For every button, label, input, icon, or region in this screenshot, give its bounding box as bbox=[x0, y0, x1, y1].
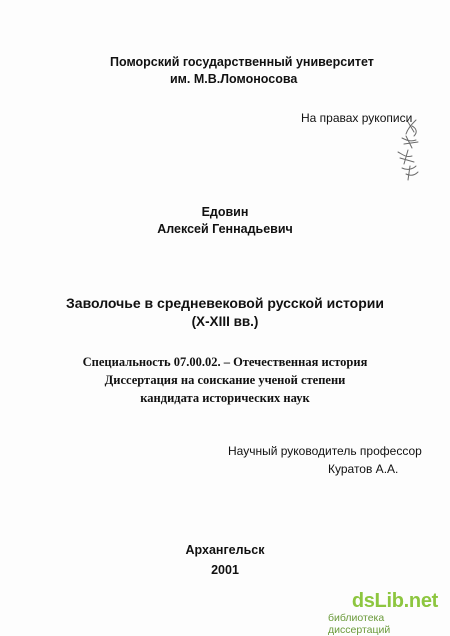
handwritten-annotation bbox=[372, 118, 432, 190]
university-name: Поморский государственный университет bbox=[110, 55, 374, 69]
publication-place: Архангельск bbox=[185, 543, 265, 557]
supervisor-name: Куратов А.А. bbox=[328, 462, 399, 476]
author-given-names: Алексей Геннадьевич bbox=[157, 222, 293, 236]
university-honorific: им. М.В.Ломоносова bbox=[170, 72, 298, 86]
dissertation-title: Заволочье в средневековой русской истории bbox=[66, 295, 384, 311]
specialty-line: Специальность 07.00.02. – Отечественная история bbox=[82, 355, 368, 369]
author-surname: Едовин bbox=[201, 205, 249, 219]
dslib-watermark bbox=[328, 590, 438, 636]
degree-line: Диссертация на соискание ученой степени bbox=[104, 373, 346, 387]
watermark-logo: dsLib.net bbox=[351, 590, 438, 612]
supervisor-role: Научный руководитель профессор bbox=[228, 444, 422, 458]
degree-field-line: кандидата исторических наук bbox=[140, 391, 310, 405]
dissertation-period: (X-XIII вв.) bbox=[191, 314, 259, 329]
watermark-caption: библиотека диссертаций bbox=[328, 612, 391, 636]
manuscript-note: На правах рукописи bbox=[301, 111, 413, 125]
publication-year: 2001 bbox=[211, 563, 239, 577]
